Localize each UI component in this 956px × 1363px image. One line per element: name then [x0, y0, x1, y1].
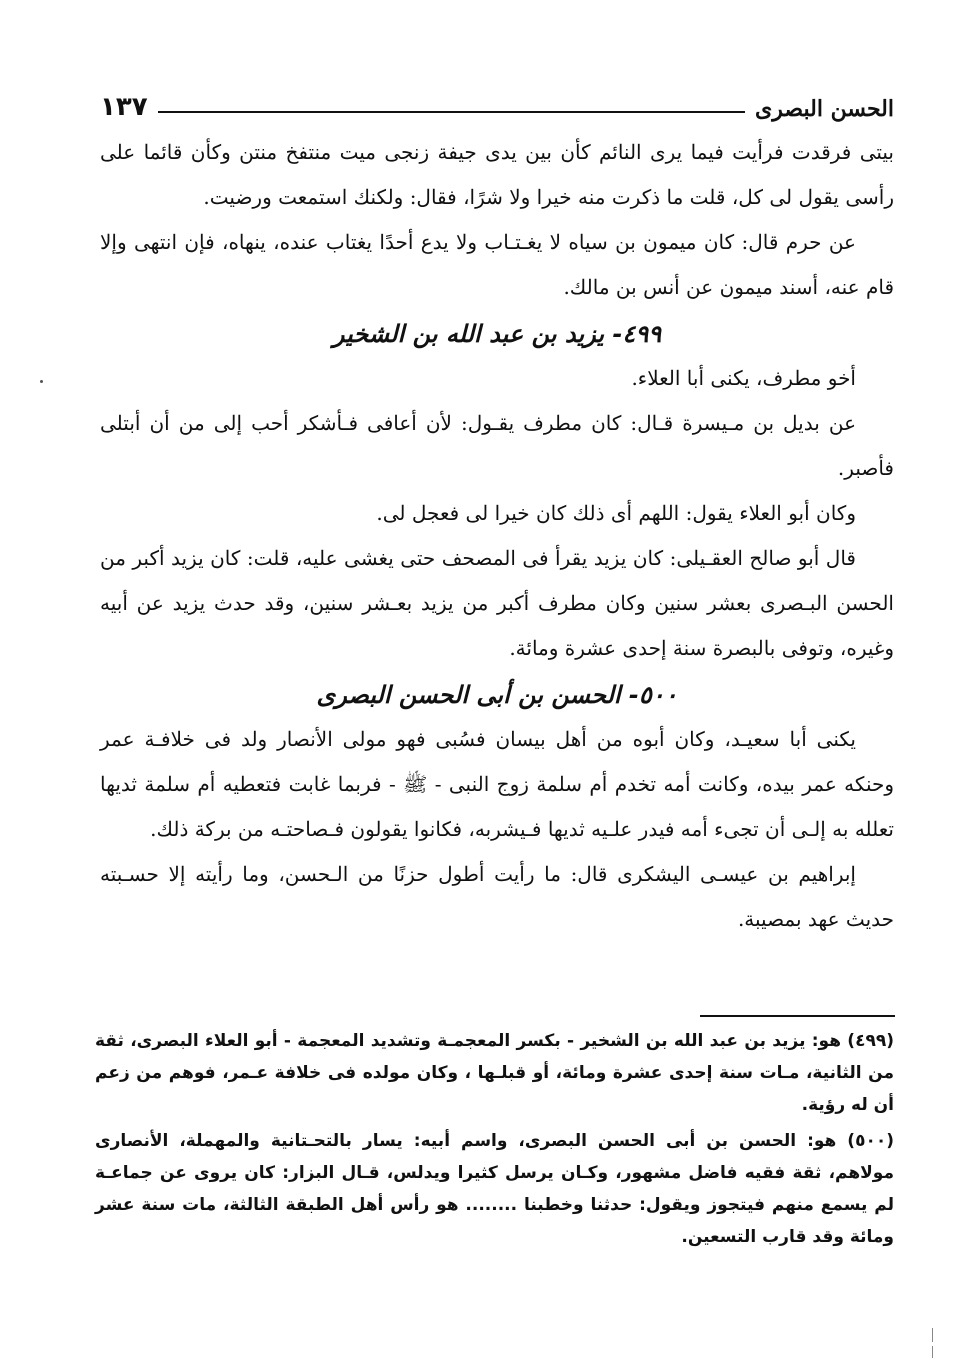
margin-dot [40, 380, 43, 383]
scan-edge-mark [932, 1328, 933, 1342]
running-title: الحسن البصرى [755, 96, 894, 122]
paragraph-abu-salih: قال أبو صالح العقـيلى: كان يزيد يقرأ فى المصحف حتى يغشى عليه، قلت: كان يزيد أكبر من الحسن البـصرى بعشر سنين وكان مطرف أكبر من يزيد بعـشر سنين، وقد حدث يزيد عن أبيه وغيره، وتوفى بالبصرة سنة إحدى عشرة ومائة. [100, 546, 894, 660]
page-header [100, 82, 894, 122]
header-rule [158, 111, 745, 113]
footnote-499: (٤٩٩) هو: يزيد بن عبد الله بن الشخير - بكسر المعجمـة وتشديد المعجمة - أبو العلاء البصرى، ثقة من الثانية، مـات سنة إحدى عشرة ومائة، أو قبلـها ، وكان مولده فى خلافة عـمر، فوهم من زعم أن له رؤية. [95, 1031, 894, 1115]
paragraph-ibrahim: إبراهيم بن عيسـى اليشكرى قال: ما رأيت أطول حزنًا من الـحسن، وما رأيته إلا حسـبته حديث عهد بمصيبة. [100, 862, 894, 931]
scan-edge-mark [932, 1346, 933, 1358]
paragraph-dream: بيتى فرقدت فرأيت فيما يرى النائم كأن بين يدى جيفة زنجى ميت منتفخ منتن وكأن قائما على رأسى يقول لى كل، قلت ما ذكرت منه خيرا ولا شرًا، فقال: ولكنك استمعت ورضيت. [100, 140, 894, 209]
paragraph-kunya: أخو مطرف، يكنى أبا العلاء. [631, 366, 856, 390]
main-text [100, 130, 894, 942]
page-number: ١٣٧ [100, 92, 148, 122]
footnote-rule [700, 1015, 895, 1017]
paragraph-budayl: عن بديل بن مـيسرة قـال: كان مطرف يقـول: لأن أعافى فـأشكر أحب إلى من أن أبتلى فأصبر. [100, 411, 894, 480]
paragraph-maymun: عن حرم قال: كان ميمون بن سياه لا يغـتـاب ولا يدع أحدًا يغتاب عنده، ينهاه، فإن انتهى وإلا قام عنه، أسند ميمون عن أنس بن مالك. [100, 230, 894, 299]
entry-heading-500: ٥٠٠- الحسن بن أبى الحسن البصرى [316, 681, 678, 709]
paragraph-abu-alala: وكان أبو العلاء يقول: اللهم أى ذلك كان خيرا لى فعجل لى. [376, 501, 856, 525]
footnotes [95, 1025, 894, 1257]
entry-heading-499: ٤٩٩- يزيد بن عبد الله بن الشخير [332, 320, 662, 348]
paragraph-abu-said: يكنى أبا سعيـد، وكان أبوه من أهل بيسان فسُبى فهو مولى الأنصار ولد فى خلافـة عمر وحنكه عمر بيده، وكانت أمه تخدم أم سلمة زوج النبى - ﷺ - فربما غابت فتعطيه أم سلمة ثديها تعلله به إلـى أن تجىء أمه فيدر علـيه ثديها فـيشربه، فكانوا يقولون فـصاحتـه من بركة ذلك. [100, 727, 894, 841]
footnote-500: (٥٠٠) هو: الحسن بن أبى الحسن البصرى، واسم أبيه: يسار بالتحـتانية والمهملة، الأنصارى مولاهم، ثقة فقيه فاضل مشهور، وكـان يرسل كثيرا ويدلس، قـال البزار: كان يروى عن جماعـة لم يسمع منهم فيتجوز ويقول: حدثنا وخطبنا ........ هو رأس أهل الطبقة الثالثة، مات سنة عشر ومائة وقد قارب التسعين. [95, 1131, 894, 1247]
